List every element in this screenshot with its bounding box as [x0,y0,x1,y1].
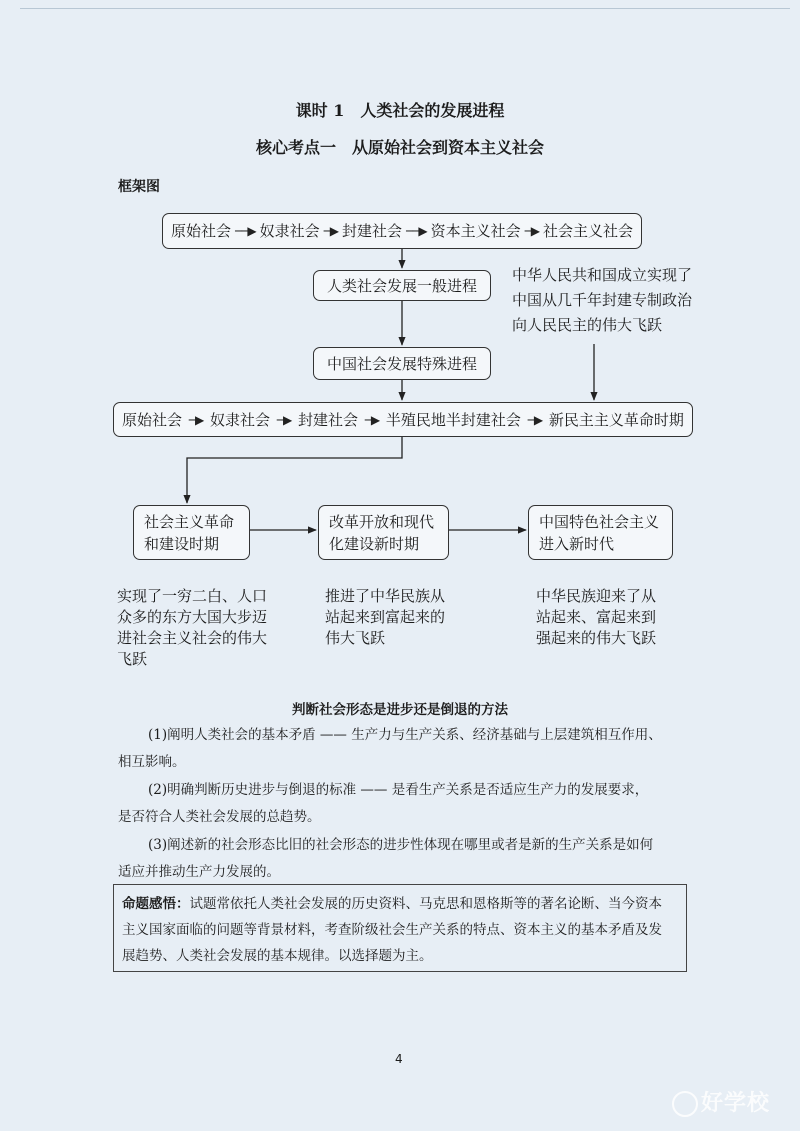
stage-box-1 [133,505,250,560]
stage-1-note-line: 众多的东方大国大步迈 [117,608,268,626]
watermark-text: 好学校 [701,1091,771,1116]
china-process-label: 中国社会发展特殊进程 [326,354,477,373]
arrow-right-icon: ─▶ [364,412,380,427]
insight-line2: 主义国家面临的问题等背景材料，考查阶级社会生产关系的特点、资本主义的基本矛盾及发 [122,922,662,938]
method-p1-line1: (1)阐明人类社会的基本矛盾 —— 生产力与生产关系、经济基础与上层建筑相互作用、 [148,727,662,743]
arrow-right-icon: ──▶ [405,224,427,238]
general-stage-3: 封建社会 [341,222,402,240]
insight-line3: 展趋势、人类社会发展的基本规律。以选择题为主。 [122,948,433,964]
arrow-right-icon: ──▶ [234,224,256,238]
stage-3-label-line: 中国特色社会主义 [539,512,660,531]
general-progression-box [162,213,642,249]
method-title: 判断社会形态是进步还是倒退的方法 [292,702,508,718]
insight-box [113,884,687,972]
arrow-right-icon: ─▶ [323,224,339,238]
method-p2-line2: 是否符合人类社会发展的总趋势。 [118,809,321,825]
stage-1-label-line: 社会主义革命 [144,512,235,531]
stage-3-note-line: 强起来的伟大飞跃 [536,629,657,647]
stage-2-note-line: 伟大飞跃 [325,629,386,647]
general-stage-1: 原始社会 [171,222,232,240]
stage-note-3 [536,586,656,649]
china-stage-1: 原始社会 [122,410,183,429]
china-stage-4: 半殖民地半封建社会 [385,410,521,429]
stage-1-note-line: 进社会主义社会的伟大 [117,629,268,647]
stage-2-note-line: 推进了中华民族从 [325,587,446,605]
stage-2-label-line: 改革开放和现代 [329,512,435,531]
stage-3-label-line: 进入新时代 [539,534,615,553]
side-note [512,265,692,336]
stage-2-label-line: 化建设新时期 [329,534,420,553]
arrow-right-icon: ─▶ [524,224,540,238]
general-stage-5: 社会主义社会 [542,222,633,240]
china-stage-5: 新民主主义革命时期 [548,410,684,429]
stage-3-note-line: 站起来、富起来到 [536,608,657,626]
stage-2-note-line: 站起来到富起来的 [325,608,446,626]
method-p2-line1: (2)明确判断历史进步与倒退的标准 —— 是看生产关系是否适应生产力的发展要求， [148,782,649,798]
method-p3-line1: (3)阐述新的社会形态比旧的社会形态的进步性体现在哪里或者是新的生产关系是如何 [148,837,654,853]
insight-line1: 试题常依托人类社会发展的历史资料、马克思和恩格斯等的著名论断、当今资本 [189,896,662,912]
arrow-right-icon: ─▶ [188,412,204,427]
general-stage-4: 资本主义社会 [430,222,521,240]
side-note-line: 中国从几千年封建专制政治 [512,291,693,309]
stage-note-2 [325,586,445,649]
side-note-line: 向人民民主的伟大飞跃 [512,316,663,334]
watermark-logo-icon [672,1091,698,1117]
side-note-line: 中华人民共和国成立实现了 [512,266,693,284]
lesson-title: 课时 1 人类社会的发展进程 [295,101,505,120]
stage-3-note-line: 中华民族迎来了从 [536,587,657,605]
stage-box-3 [528,505,673,560]
general-process-box [313,270,491,301]
arrow-right-icon: ─▶ [276,412,292,427]
insight-label: 命题感悟： [122,896,190,912]
watermark [672,1086,770,1117]
stage-box-2 [318,505,449,560]
stage-1-label-line: 和建设时期 [144,534,220,553]
stage-1-note-line: 飞跃 [117,650,148,668]
china-progression-box [113,402,693,437]
stage-note-1 [117,586,267,670]
china-stage-3: 封建社会 [297,410,358,429]
method-p3-line2: 适应并推动生产力发展的。 [118,864,280,880]
china-process-box [313,347,491,380]
china-stage-2: 奴隶社会 [209,410,270,429]
framework-label: 框架图 [118,179,160,195]
method-p1-line2: 相互影响。 [118,754,186,770]
page-number: 4 [395,1052,403,1066]
arrow-right-icon: ─▶ [527,412,543,427]
stage-1-note-line: 实现了一穷二白、人口 [117,587,268,605]
general-process-label: 人类社会发展一般进程 [326,276,477,295]
general-stage-2: 奴隶社会 [259,222,320,240]
section-title: 核心考点一 从原始社会到资本主义社会 [255,138,544,157]
